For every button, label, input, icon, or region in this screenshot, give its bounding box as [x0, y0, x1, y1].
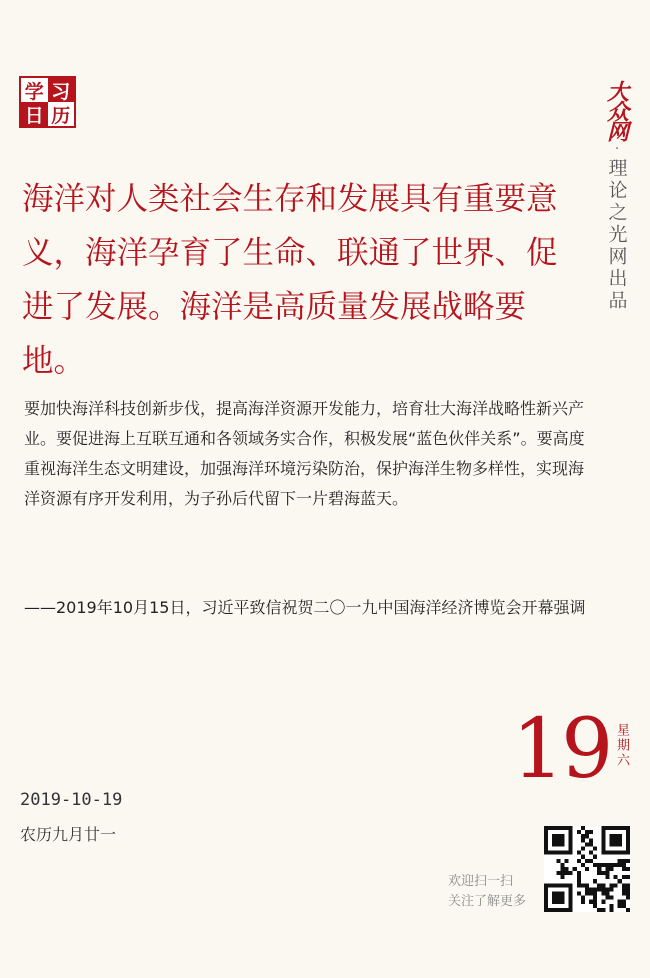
logo-char: 习 [48, 78, 75, 102]
quote-body: 要加快海洋科技创新步伐，提高海洋资源开发能力，培育壮大海洋战略性新兴产业。要促进海上互联互通和各领域务实合作，积极发展“蓝色伙伴关系”。要高度重视海洋生态文明建设，加强海洋环境污染防治，保护海洋生物多样性，实现海洋资源有序开发利用，为子孙后代留下一片碧海蓝天。 [24, 399, 585, 508]
quote-source: ——2019年10月15日，习近平致信祝贺二〇一九中国海洋经济博览会开幕强调 [24, 598, 586, 617]
brand-logo: 大众网 [603, 80, 630, 140]
qr-code-icon[interactable] [544, 826, 630, 912]
scan-line-1: 欢迎扫一扫 [448, 874, 514, 889]
scan-line-2: 关注了解更多 [448, 894, 527, 909]
scan-prompt [448, 872, 526, 912]
logo-char: 学 [21, 78, 48, 102]
brand-column [602, 80, 632, 312]
weekday-label: 星期六 [614, 723, 629, 768]
logo-char: 日 [21, 102, 48, 126]
date-label: 2019-10-19 [20, 790, 123, 810]
quote-headline: 海洋对人类社会生存和发展具有重要意义，海洋孕育了生命、联通了世界、促进了发展。海洋是高质量发展战略要地。 [22, 181, 558, 379]
day-number: 19 [512, 702, 611, 797]
logo-char: 历 [48, 102, 75, 126]
separator-dot: · [614, 141, 620, 157]
lunar-date-label: 农历九月廿一 [20, 825, 117, 844]
study-calendar-logo [19, 76, 76, 128]
brand-tagline: 理论之光网出品 [605, 158, 628, 312]
